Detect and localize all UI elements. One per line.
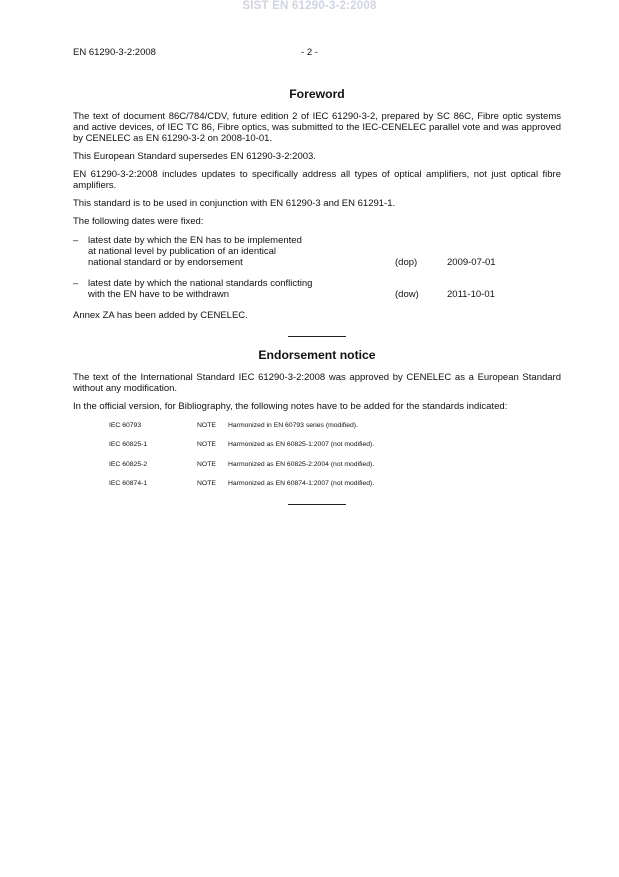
foreword-title: Foreword [289, 87, 345, 101]
watermark: SIST EN 61290-3-2:2008 [242, 0, 377, 12]
note-standard: IEC 60793 [109, 422, 142, 429]
foreword-paragraph-1: The text of document 86C/784/CDV, future edition 2 of IEC 61290-3-2, prepared by SC 86C, Fibre optic systems and active devices, of IEC TC 86, Fibre optics, was submitted to the IEC-CENELEC parallel vote and was approved by CENELEC as EN 61290-3-2 on 2008-10-01. [73, 111, 561, 144]
page-content [73, 87, 561, 505]
note-label: NOTE [197, 422, 216, 429]
document-id: EN 61290-3-2:2008 [73, 47, 156, 58]
dates-list [73, 235, 561, 300]
date-value: 2009-07-01 [447, 257, 496, 268]
date-code: (dow) [395, 289, 419, 300]
date-item-dop [73, 235, 561, 268]
endorsement-paragraph-2: In the official version, for Bibliography, the following notes have to be added for the standards indicated: [73, 401, 508, 412]
date-description: latest date by which the EN has to be implemented at national level by publication of an identical national standard or by endorsement [88, 235, 302, 268]
section-divider [288, 336, 346, 337]
list-dash: – [73, 278, 79, 289]
annex-note: Annex ZA has been added by CENELEC. [73, 310, 248, 321]
foreword-paragraph-5: The following dates were fixed: [73, 216, 204, 227]
page-number: - 2 - [301, 47, 318, 58]
list-dash: – [73, 235, 79, 246]
note-label: NOTE [197, 441, 216, 449]
note-label: NOTE [197, 479, 216, 487]
note-text: Harmonized in EN 60793 series (modified). [228, 422, 358, 429]
note-text: Harmonized as EN 60825-1:2007 (not modified). [228, 441, 375, 449]
note-standard: IEC 60825-1 [109, 441, 148, 449]
note-row [109, 421, 561, 430]
foreword-paragraph-2: This European Standard supersedes EN 61290-3-2:2003. [73, 151, 316, 162]
endorsement-paragraph-1: The text of the International Standard IEC 61290-3-2:2008 was approved by CENELEC as a European Standard without any modification. [73, 372, 561, 394]
date-code: (dop) [395, 257, 418, 268]
bibliography-notes [109, 421, 561, 488]
date-item-dow [73, 278, 561, 300]
note-label: NOTE [197, 460, 216, 468]
note-standard: IEC 60874-1 [109, 479, 148, 487]
foreword-paragraph-4: This standard is to be used in conjunction with EN 61290-3 and EN 61291-1. [73, 198, 396, 209]
note-row [109, 479, 561, 488]
section-divider [288, 504, 346, 505]
note-text: Harmonized as EN 60825-2:2004 (not modified). [228, 460, 375, 468]
note-row [109, 440, 561, 449]
note-row [109, 460, 561, 469]
foreword-paragraph-3: EN 61290-3-2:2008 includes updates to specifically address all types of optical amplifiers, not just optical fibre amplifiers. [73, 169, 561, 191]
endorsement-title: Endorsement notice [258, 348, 376, 362]
note-standard: IEC 60825-2 [109, 460, 148, 468]
note-text: Harmonized as EN 60874-1:2007 (not modified). [228, 479, 375, 487]
date-value: 2011-10-01 [447, 289, 495, 300]
date-description: latest date by which the national standards conflicting with the EN have to be withdrawn [88, 278, 313, 300]
